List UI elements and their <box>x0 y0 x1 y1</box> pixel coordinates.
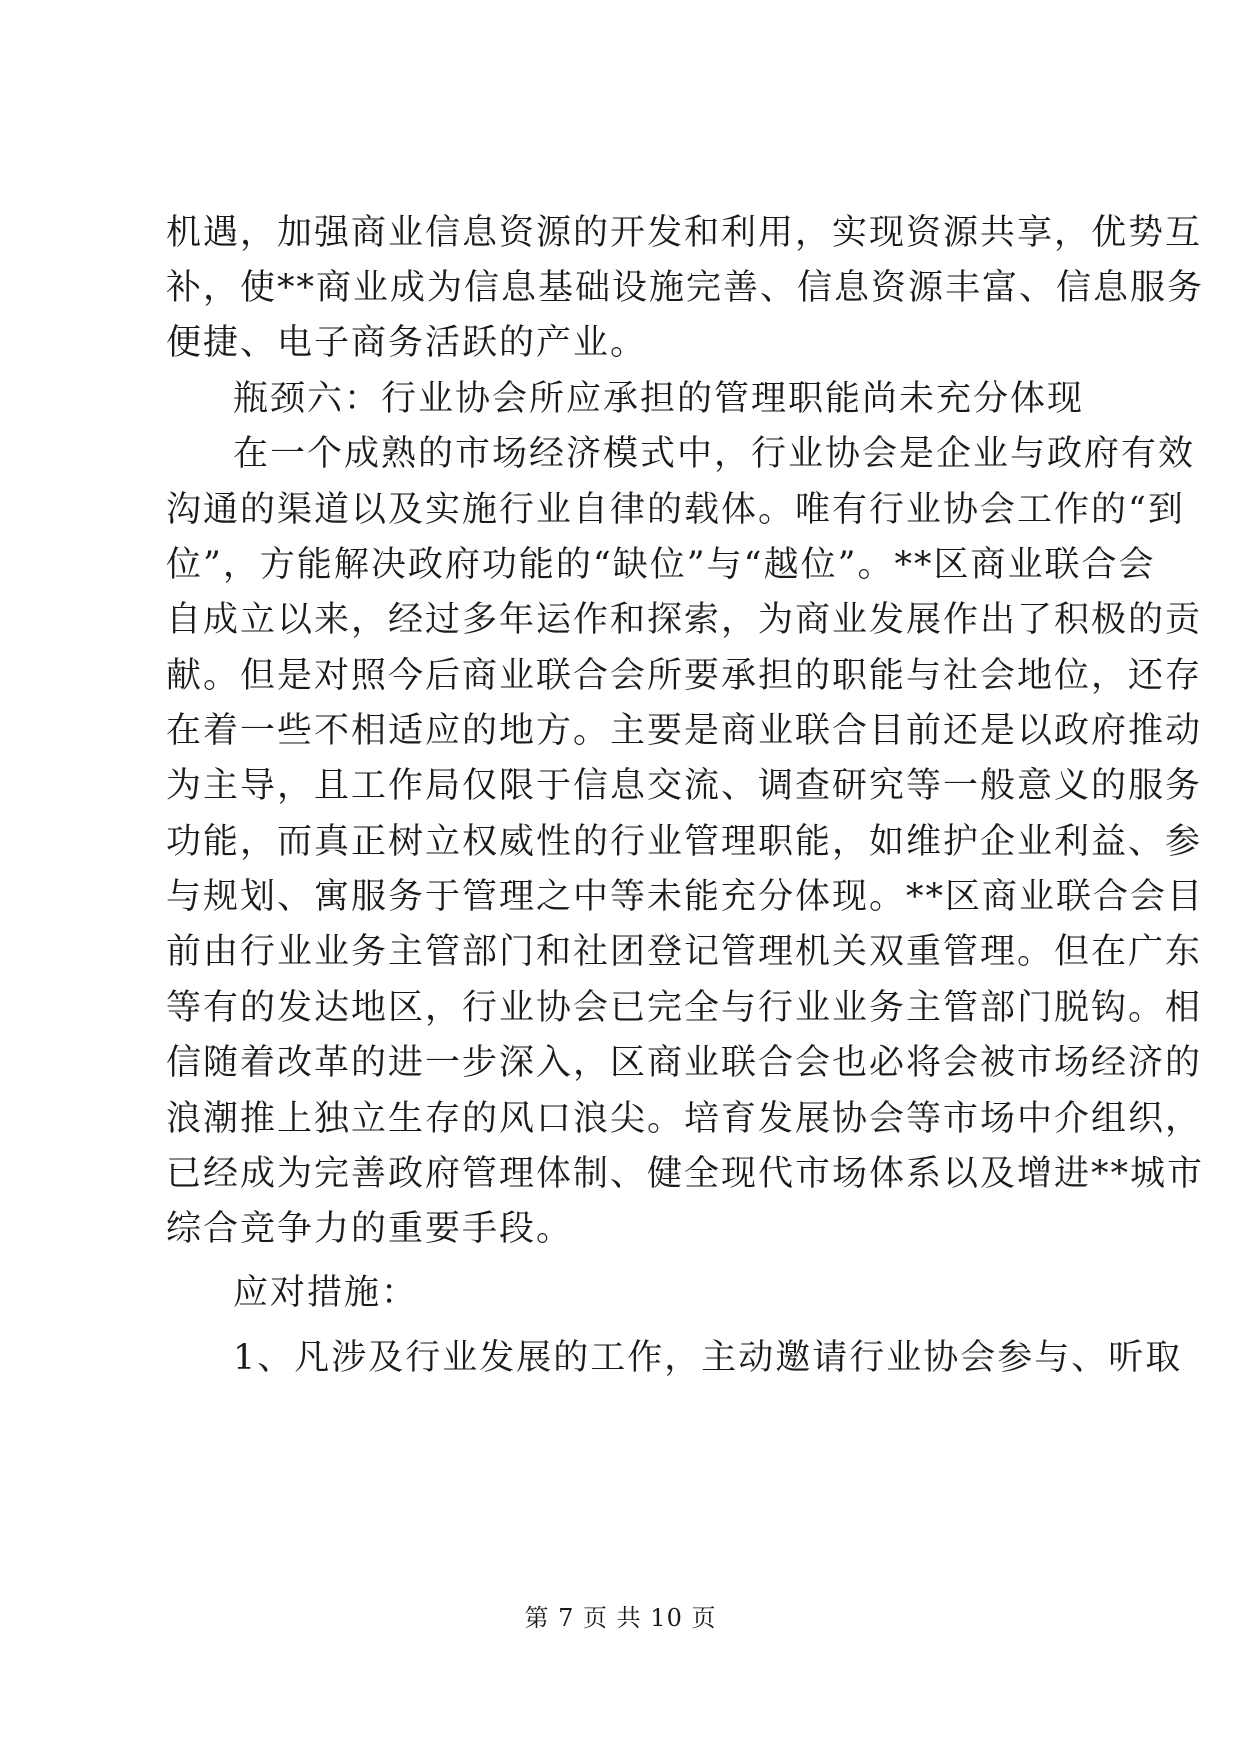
body-text-line: 功能，而真正树立权威性的行业管理职能，如维护企业利益、参 <box>166 822 1203 862</box>
paragraph-first-line: 在一个成熟的市场经济模式中，行业协会是企业与政府有效 <box>233 434 1196 474</box>
body-text-line: 位”，方能解决政府功能的“缺位”与“越位”。**区商业联合会 <box>166 545 1156 585</box>
list-item: 1、凡涉及行业发展的工作，主动邀请行业协会参与、听取 <box>233 1338 1183 1378</box>
body-text-line: 前由行业业务主管部门和社团登记管理机关双重管理。但在广东 <box>166 932 1203 972</box>
body-text-line: 已经成为完善政府管理体制、健全现代市场体系以及增进**城市 <box>166 1154 1205 1194</box>
body-text-line: 浪潮推上独立生存的风口浪尖。培育发展协会等市场中介组织， <box>166 1099 1203 1139</box>
body-text-line: 综合竞争力的重要手段。 <box>166 1209 574 1249</box>
page-number: 第 7 页 共 10 页 <box>524 1604 717 1632</box>
body-text-line: 献。但是对照今后商业联合会所要承担的职能与社会地位，还存 <box>166 656 1203 696</box>
measures-heading: 应对措施： <box>233 1273 419 1313</box>
body-text-line: 自成立以来，经过多年运作和探索，为商业发展作出了积极的贡 <box>166 600 1203 640</box>
body-text-line: 为主导，且工作局仅限于信息交流、调查研究等一般意义的服务 <box>166 766 1203 806</box>
body-text-line: 沟通的渠道以及实施行业自律的载体。唯有行业协会工作的“到 <box>166 490 1185 530</box>
body-text-line: 机遇，加强商业信息资源的开发和利用，实现资源共享，优势互 <box>166 213 1203 253</box>
body-text-line: 便捷、电子商务活跃的产业。 <box>166 323 648 363</box>
section-heading: 瓶颈六：行业协会所应承担的管理职能尚未充分体现 <box>233 379 1085 419</box>
body-text-line: 补，使**商业成为信息基础设施完善、信息资源丰富、信息服务 <box>166 268 1205 308</box>
body-text-line: 信随着改革的进一步深入，区商业联合会也必将会被市场经济的 <box>166 1043 1203 1083</box>
body-text-line: 与规划、寓服务于管理之中等未能充分体现。**区商业联合会目 <box>166 877 1205 917</box>
body-text-line: 等有的发达地区，行业协会已完全与行业业务主管部门脱钩。相 <box>166 988 1203 1028</box>
body-text-line: 在着一些不相适应的地方。主要是商业联合目前还是以政府推动 <box>166 711 1203 751</box>
